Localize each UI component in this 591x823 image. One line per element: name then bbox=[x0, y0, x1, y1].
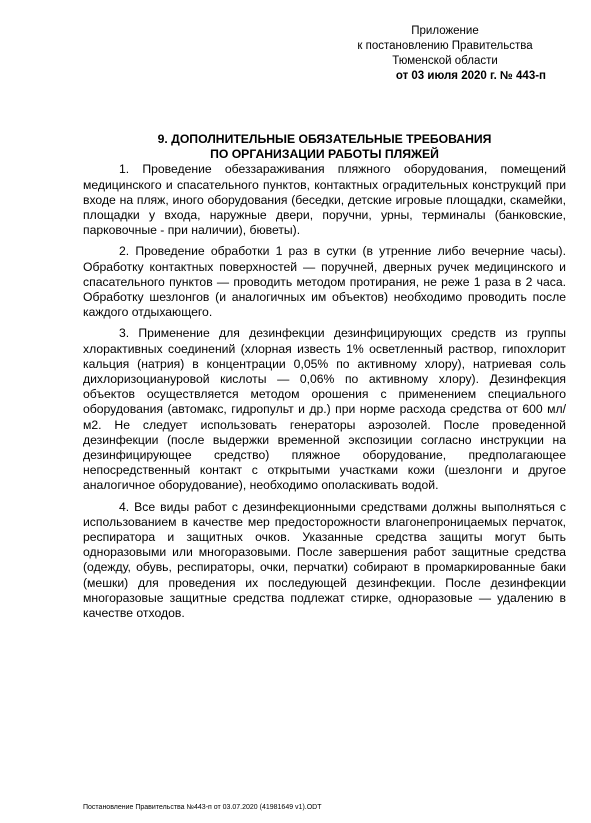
paragraph-1: 1. Проведение обеззараживания пляжного оборудования, помещений медицинского и спасательного пунктов, контактных оградительных конструкций при входе на пляж, иного оборудования (беседки, детские игровые площадки, скамейки, площадки у входа, наружные двери, поручни, урны, терминалы (банковские, парковочные - при наличии), бюветы). bbox=[83, 162, 566, 238]
paragraph-2: 2. Проведение обработки 1 раз в сутки (в утренние либо вечерние часы). Обработку контактных поверхностей — поручней, дверных ручек медицинского и спасательного пунктов — проводить методом протирания, не реже 1 раза в 2 часа. Обработку шезлонгов (и аналогичных им объектов) необходимо проводить после каждого отдыхающего. bbox=[83, 244, 566, 320]
paragraph-4: 4. Все виды работ с дезинфекционными средствами должны выполняться с использованием в качестве мер предосторожности влагонепроницаемых перчаток, респиратора и защитных очков. Указанные средства защиты могут быть одноразовыми или многоразовыми. После завершения работ защитные средства (одежду, обувь, респираторы, очки, перчатки) собирают в промаркированные баки (мешки) для проведения их последующей дезинфекции. После дезинфекции многоразовые защитные средства подлежат стирке, одноразовые — удалению в качестве отходов. bbox=[83, 499, 566, 621]
paragraph-3: 3. Применение для дезинфекции дезинфицирующих средств из группы хлорактивных соединений (хлорная известь 1% осветленный раствор, гипохлорит кальция (натрия) в концентрации 0,05% по активному хлору), натриевая соль дихлоризоциануровой кислоты — 0,06% по активному хлору). Дезинфекция объектов осуществляется методом орошения с применением специального оборудования (автомакс, гидропульт и др.) при норме расхода средства от 600 мл/м2. Не следует использовать генераторы аэрозолей. После проведенной дезинфекции (после выдержки временной экспозиции согласно инструкции на дезинфицирующее средство) пляжное оборудование, предполагающее непосредственный контакт с открытыми участками кожи (шезлонги и другое аналогичное оборудование), необходимо ополаскивать водой. bbox=[83, 326, 566, 493]
page-footer: Постановление Правительства №443-п от 03.07.2020 (41981649 v1).ODT bbox=[83, 804, 322, 811]
section-heading-line-2: ПО ОРГАНИЗАЦИИ РАБОТЫ ПЛЯЖЕЙ bbox=[210, 147, 439, 162]
appendix-region: Тюменской области bbox=[392, 55, 498, 67]
appendix-reference: к постановлению Правительства bbox=[357, 40, 533, 52]
section-heading bbox=[83, 132, 566, 162]
appendix-header bbox=[330, 24, 560, 84]
appendix-date-number: от 03 июля 2020 г. № 443-п bbox=[395, 70, 546, 82]
section-heading-line-1: 9. ДОПОЛНИТЕЛЬНЫЕ ОБЯЗАТЕЛЬНЫЕ ТРЕБОВАНИЯ bbox=[157, 132, 492, 146]
section-body bbox=[83, 132, 566, 627]
appendix-title: Приложение bbox=[411, 25, 479, 37]
